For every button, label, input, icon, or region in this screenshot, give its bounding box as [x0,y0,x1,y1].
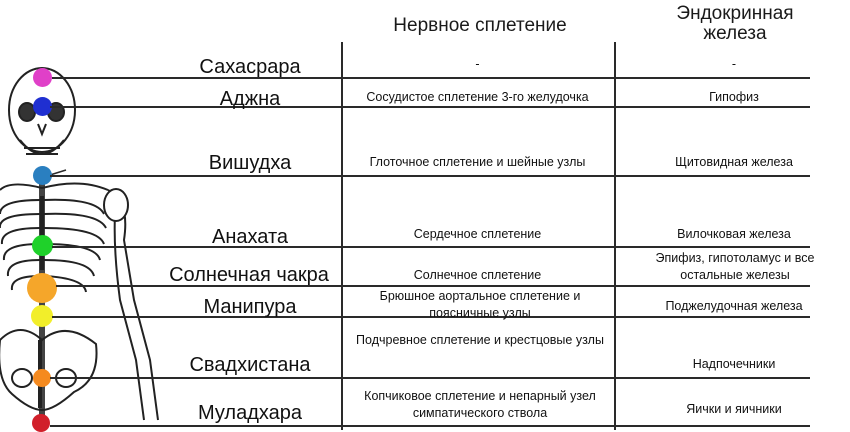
chakra-name: Аджна [219,88,281,110]
chakra-dot-sahasrara [33,68,52,87]
gland-cell: - [731,57,737,71]
chakra-name: Муладхара [197,402,303,424]
gland-cell: Надпочечники [692,357,776,371]
nerve-cell: Брюшное аортальное сплетение и поясничные узлы [379,289,581,320]
chakra-dot-solar [27,273,57,303]
column-divider-2 [614,42,616,430]
header-gland-line1: Эндокринная [676,3,794,24]
row-divider-3 [50,175,810,177]
gland-cell: Яички и яичники [686,402,782,416]
nerve-cell: Сосудистое сплетение 3-го желудочка [366,90,589,104]
header-gland-line2: железа [703,23,767,44]
header-endocrine-gland [620,4,850,44]
gland-cell: Поджелудочная железа [665,299,803,313]
chakra-name: Анахата [211,226,289,248]
chakra-dot-anahata [32,235,53,256]
nerve-cell: Подчревное сплетение и крестцовые узлы [356,333,604,347]
chakra-dot-manipura [31,305,53,327]
chakra-name: Вишудха [208,152,292,174]
header-nerve-plexus: Нервное сплетение [393,15,567,36]
gland-cell: Гипофиз [709,90,759,104]
row-divider-7 [50,377,810,379]
chakra-dot-muladhara [32,414,50,432]
nerve-cell: Солнечное сплетение [413,268,542,282]
chakra-name: Манипура [203,296,297,318]
gland-cell: Вилочковая железа [677,227,791,241]
gland-cell: Эпифиз, гипотоламус и все остальные железы [655,251,815,282]
nerve-cell: Копчиковое сплетение и непарный узел симпатического ствола [364,389,596,420]
column-divider-1 [341,42,343,430]
nerve-cell: Глоточное сплетение и шейные узлы [369,155,586,169]
nerve-cell: Сердечное сплетение [413,227,542,241]
nerve-cell: - [475,57,480,71]
gland-cell: Щитовидная железа [675,155,793,169]
chakra-name: Свадхистана [189,354,311,376]
row-divider-8 [50,425,810,427]
chakra-name: Солнечная чакра [169,264,329,286]
chakra-dot-svadhisthana [33,369,51,387]
chakra-name: Сахасрара [199,56,301,78]
